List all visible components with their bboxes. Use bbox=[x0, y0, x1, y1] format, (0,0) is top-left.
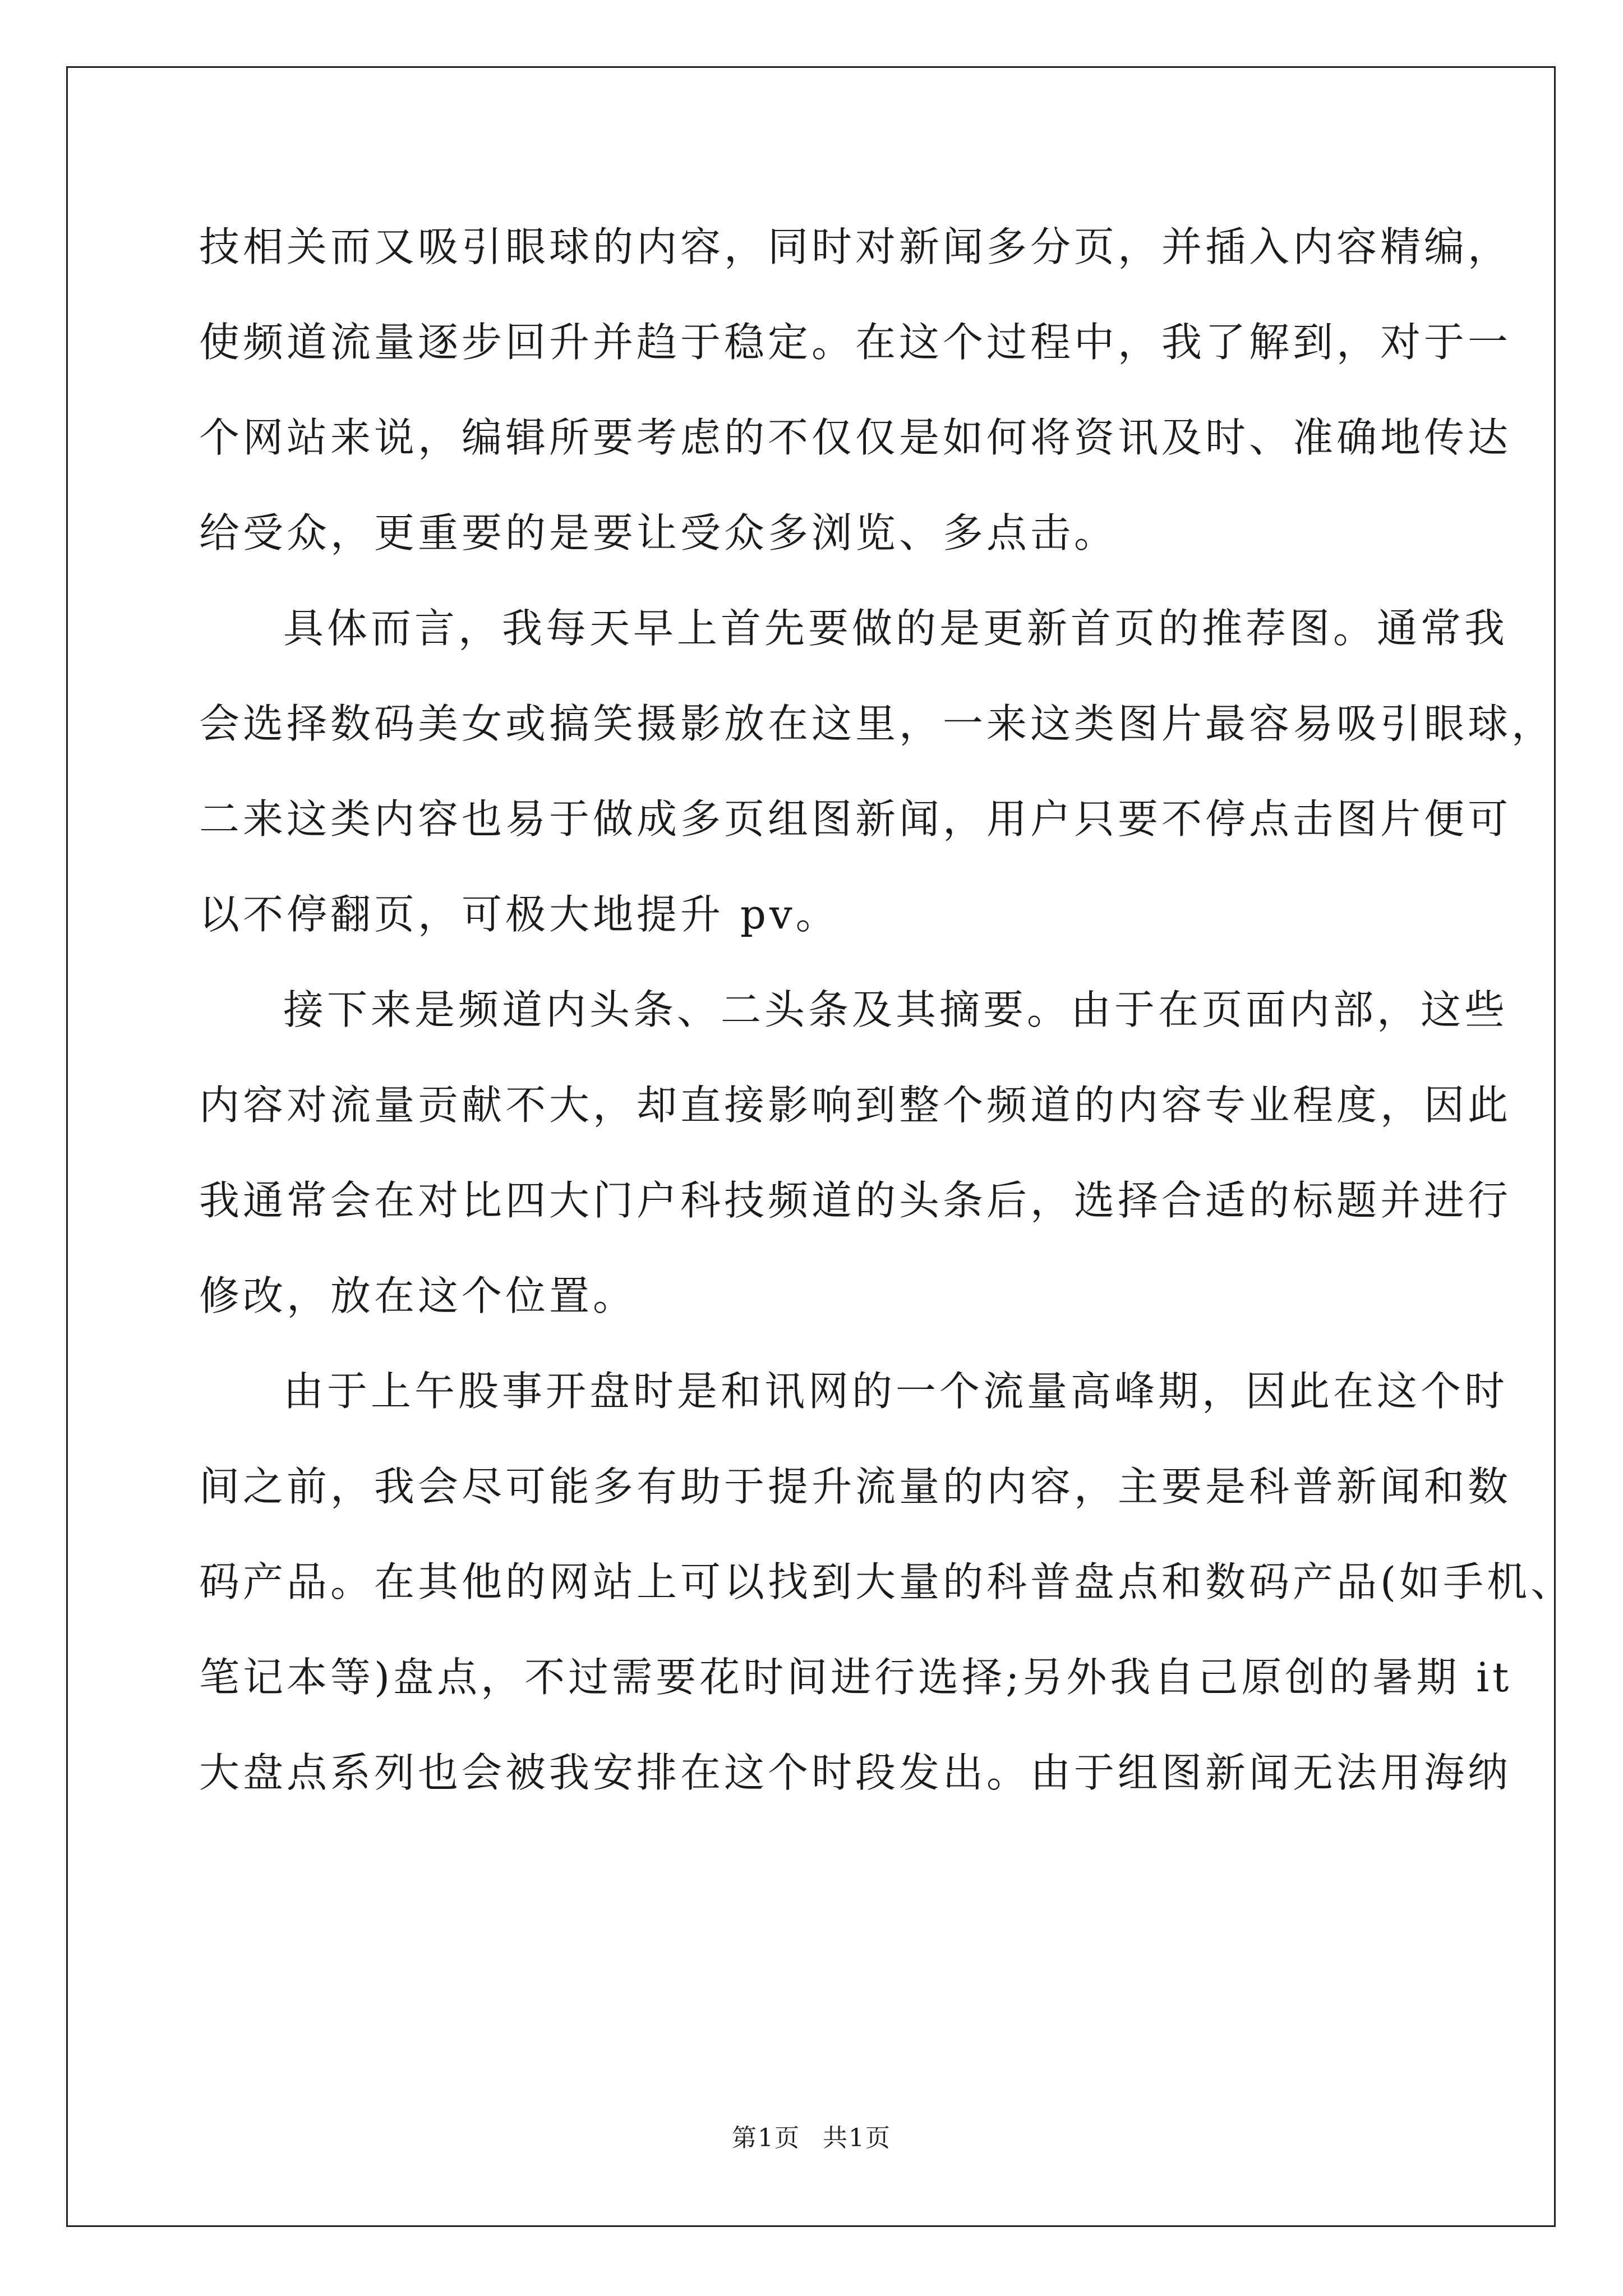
text-line: 码产品。在其他的网站上可以找到大量的科普盘点和数码产品(如手机、 bbox=[199, 1558, 1575, 1605]
paragraph-4 bbox=[199, 1343, 1575, 1820]
text-line: 我通常会在对比四大门户科技频道的头条后，选择合适的标题并进行 bbox=[199, 1177, 1512, 1224]
text-line: 修改，放在这个位置。 bbox=[199, 1272, 637, 1319]
text-line: 个网站来说，编辑所要考虑的不仅仅是如何将资讯及时、准确地传达 bbox=[199, 414, 1512, 461]
text-line: 给受众，更重要的是要让受众多浏览、多点击。 bbox=[199, 509, 1118, 556]
text-line: 二来这类内容也易于做成多页组图新闻，用户只要不停点击图片便可 bbox=[199, 795, 1512, 843]
page-total: 共1页 bbox=[823, 2124, 891, 2152]
text-line: 具体而言，我每天早上首先要做的是更新首页的推荐图。通常我 bbox=[283, 605, 1509, 652]
text-line: 内容对流量贡献不大，却直接影响到整个频道的内容专业程度，因此 bbox=[199, 1082, 1512, 1129]
page-number: 第1页 bbox=[732, 2124, 800, 2152]
paragraph-1 bbox=[199, 199, 1512, 581]
paragraph-3 bbox=[199, 962, 1512, 1343]
text-line: 大盘点系列也会被我安排在这个时段发出。由于组图新闻无法用海纳 bbox=[199, 1749, 1512, 1796]
page-footer bbox=[0, 2118, 1623, 2154]
text-line: 使频道流量逐步回升并趋于稳定。在这个过程中，我了解到，对于一 bbox=[199, 319, 1512, 366]
text-line: 接下来是频道内头条、二头条及其摘要。由于在页面内部，这些 bbox=[283, 986, 1509, 1033]
text-line: 以不停翻页，可极大地提升 pv。 bbox=[199, 891, 840, 938]
document-body bbox=[199, 199, 1575, 1820]
paragraph-2 bbox=[199, 581, 1556, 962]
text-line: 会选择数码美女或搞笑摄影放在这里，一来这类图片最容易吸引眼球， bbox=[199, 700, 1556, 747]
text-line: 间之前，我会尽可能多有助于提升流量的内容，主要是科普新闻和数 bbox=[199, 1463, 1512, 1510]
text-line: 由于上午股事开盘时是和讯网的一个流量高峰期，因此在这个时 bbox=[283, 1368, 1509, 1415]
text-line: 技相关而又吸引眼球的内容，同时对新闻多分页，并插入内容精编， bbox=[199, 223, 1512, 270]
text-line: 笔记本等)盘点，不过需要花时间进行选择;另外我自己原创的暑期 it bbox=[199, 1654, 1513, 1701]
